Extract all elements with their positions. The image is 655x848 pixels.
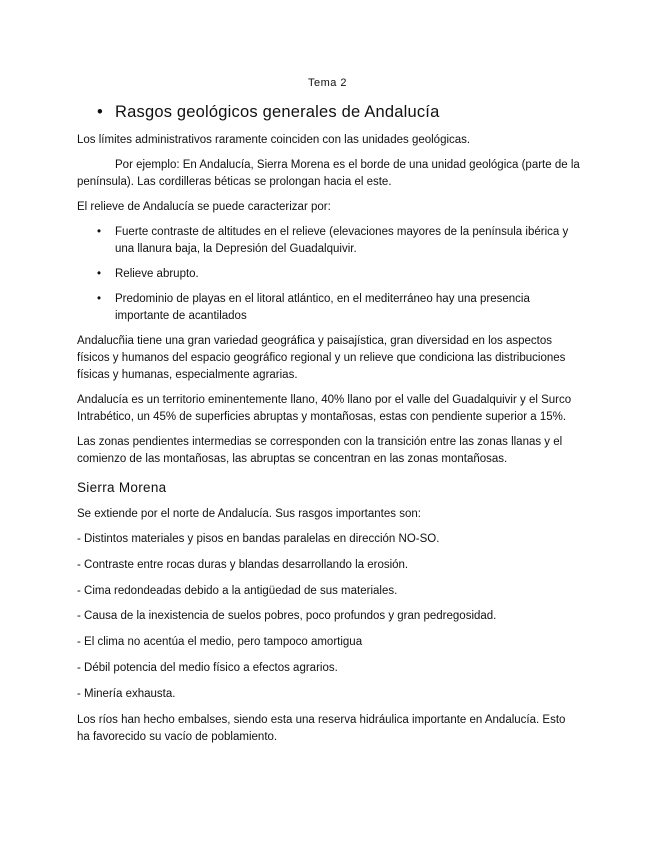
- dash-item: - Débil potencia del medio físico a efectos agrarios.: [77, 661, 338, 674]
- paragraph-7: Se extiende por el norte de Andalucía. Sus rasgos importantes son:: [77, 508, 421, 520]
- dash-list: [77, 531, 581, 703]
- bullet-item: [77, 224, 581, 258]
- paragraph-5: Andalucía es un territorio eminentemente llano, 40% llano por el valle del Guadalquivir y el Surco Intrabético, un 45% de superficies abruptas y montañosas, estas con pendiente superior a 15%.: [77, 394, 572, 423]
- bullet-item: [77, 291, 581, 325]
- paragraph-2: Por ejemplo: En Andalucía, Sierra Morena es el borde de una unidad geológica (parte de la península). Las cordilleras béticas se prolongan hacia el este.: [77, 159, 580, 188]
- bullet-icon: •: [97, 103, 103, 121]
- paragraph-3: El relieve de Andalucía se puede caracterizar por:: [77, 201, 331, 213]
- paragraph-1: Los límites administrativos raramente coinciden con las unidades geológicas.: [77, 134, 471, 146]
- bullet-icon: •: [97, 293, 102, 305]
- bullet-item: [77, 266, 581, 283]
- bullet-icon: •: [97, 268, 102, 280]
- bullet-item-text: Predominio de playas en el litoral atlántico, en el mediterráneo hay una presencia importante de acantilados: [115, 293, 530, 322]
- document-body: [77, 101, 581, 754]
- heading-1: [77, 101, 581, 123]
- dash-item: - Minería exhausta.: [77, 687, 176, 700]
- dash-item: - Cima redondeadas debido a la antigüedad de sus materiales.: [77, 584, 398, 597]
- page-header: Tema 2: [307, 77, 348, 89]
- heading-2: Sierra Morena: [77, 480, 167, 495]
- paragraph-6: Las zonas pendientes intermedias se corresponden con la transición entre las zonas llanas y el comienzo de las montañosas, las abruptas se concentran en las zonas montañosas.: [77, 436, 563, 465]
- paragraph-8: Los ríos han hecho embalses, siendo esta una reserva hidráulica importante en Andalucía. Esto ha favorecido su vacío de poblamiento.: [77, 713, 566, 743]
- bullet-item-text: Fuerte contraste de altitudes en el relieve (elevaciones mayores de la península ibérica y una llanura baja, la Depresión del Guadalquivir.: [115, 226, 569, 255]
- dash-item: - El clima no acentúa el medio, pero tampoco amortigua: [77, 636, 363, 649]
- dash-item: - Contraste entre rocas duras y blandas desarrollando la erosión.: [77, 558, 409, 571]
- paragraph-4: Andalucñia tiene una gran variedad geográfica y paisajística, gran diversidad en los aspectos físicos y humanos del espacio geográfico regional y un relieve que condiciona las distribuciones físicas y humanas, especialmente agrarias.: [77, 335, 566, 381]
- bullet-list: [77, 224, 581, 325]
- dash-item: - Causa de la inexistencia de suelos pobres, poco profundos y gran pedregosidad.: [77, 610, 497, 623]
- bullet-icon: •: [97, 226, 102, 238]
- dash-item: - Distintos materiales y pisos en bandas paralelas en dirección NO-SO.: [77, 533, 440, 545]
- heading-1-text: Rasgos geológicos generales de Andalucía: [115, 103, 440, 121]
- bullet-item-text: Relieve abrupto.: [115, 268, 199, 280]
